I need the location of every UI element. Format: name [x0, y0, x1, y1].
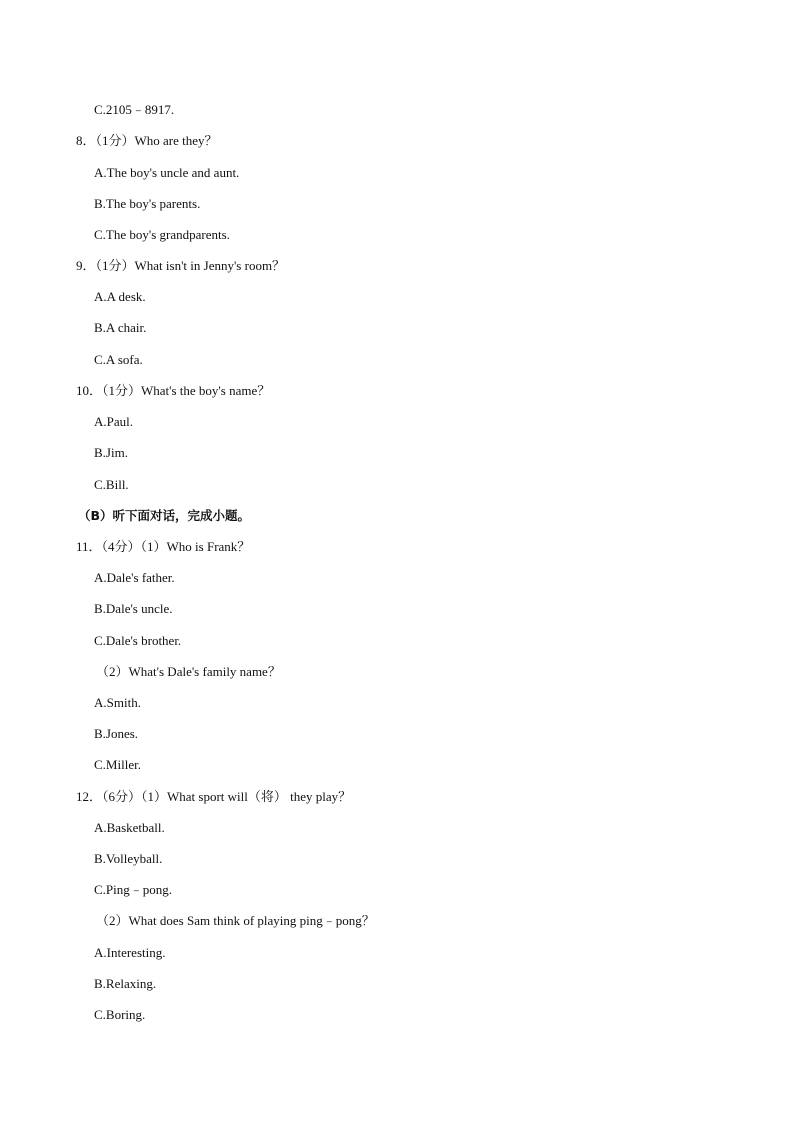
q11-2-option-c: C.Miller.: [94, 757, 141, 772]
q12-1-option-a: A.Basketball.: [94, 820, 165, 835]
q11-1-option-a: A.Dale's father.: [94, 570, 175, 585]
q11-2-option-a: A.Smith.: [94, 695, 141, 710]
q11-1-option-b: B.Dale's uncle.: [94, 601, 173, 616]
q8-question: 8．（1分）Who are they？: [76, 133, 218, 148]
q10-option-b: B.Jim.: [94, 445, 128, 460]
q8-option-b: B.The boy's parents.: [94, 196, 201, 211]
q12-sub-question-2: （2）What does Sam think of playing ping﹣pong？: [96, 913, 375, 928]
q12-question: 12．（6分）（1）What sport will（将） they play？: [76, 789, 352, 804]
q11-question: 11．（4分）（1）Who is Frank？: [76, 539, 251, 554]
q12-2-option-b: B.Relaxing.: [94, 976, 157, 991]
q9-option-b: B.A chair.: [94, 320, 147, 335]
q7-option-c: C.2105﹣8917.: [94, 102, 175, 117]
q10-option-c: C.Bill.: [94, 477, 129, 492]
q9-option-a: A.A desk.: [94, 289, 146, 304]
q12-2-option-a: A.Interesting.: [94, 945, 166, 960]
q11-sub-question-2: （2）What's Dale's family name？: [96, 664, 281, 679]
q11-1-option-c: C.Dale's brother.: [94, 633, 182, 648]
section-b-heading: （B）听下面对话，完成小题。: [78, 508, 251, 523]
q12-2-option-c: C.Boring.: [94, 1007, 146, 1022]
q9-question: 9．（1分）What isn't in Jenny's room？: [76, 258, 286, 273]
q8-option-c: C.The boy's grandparents.: [94, 227, 230, 242]
q9-option-c: C.A sofa.: [94, 352, 143, 367]
q8-option-a: A.The boy's uncle and aunt.: [94, 165, 240, 180]
q12-1-option-c: C.Ping﹣pong.: [94, 882, 173, 897]
q10-question: 10．（1分）What's the boy's name？: [76, 383, 271, 398]
q10-option-a: A.Paul.: [94, 414, 133, 429]
q11-2-option-b: B.Jones.: [94, 726, 139, 741]
q12-1-option-b: B.Volleyball.: [94, 851, 163, 866]
